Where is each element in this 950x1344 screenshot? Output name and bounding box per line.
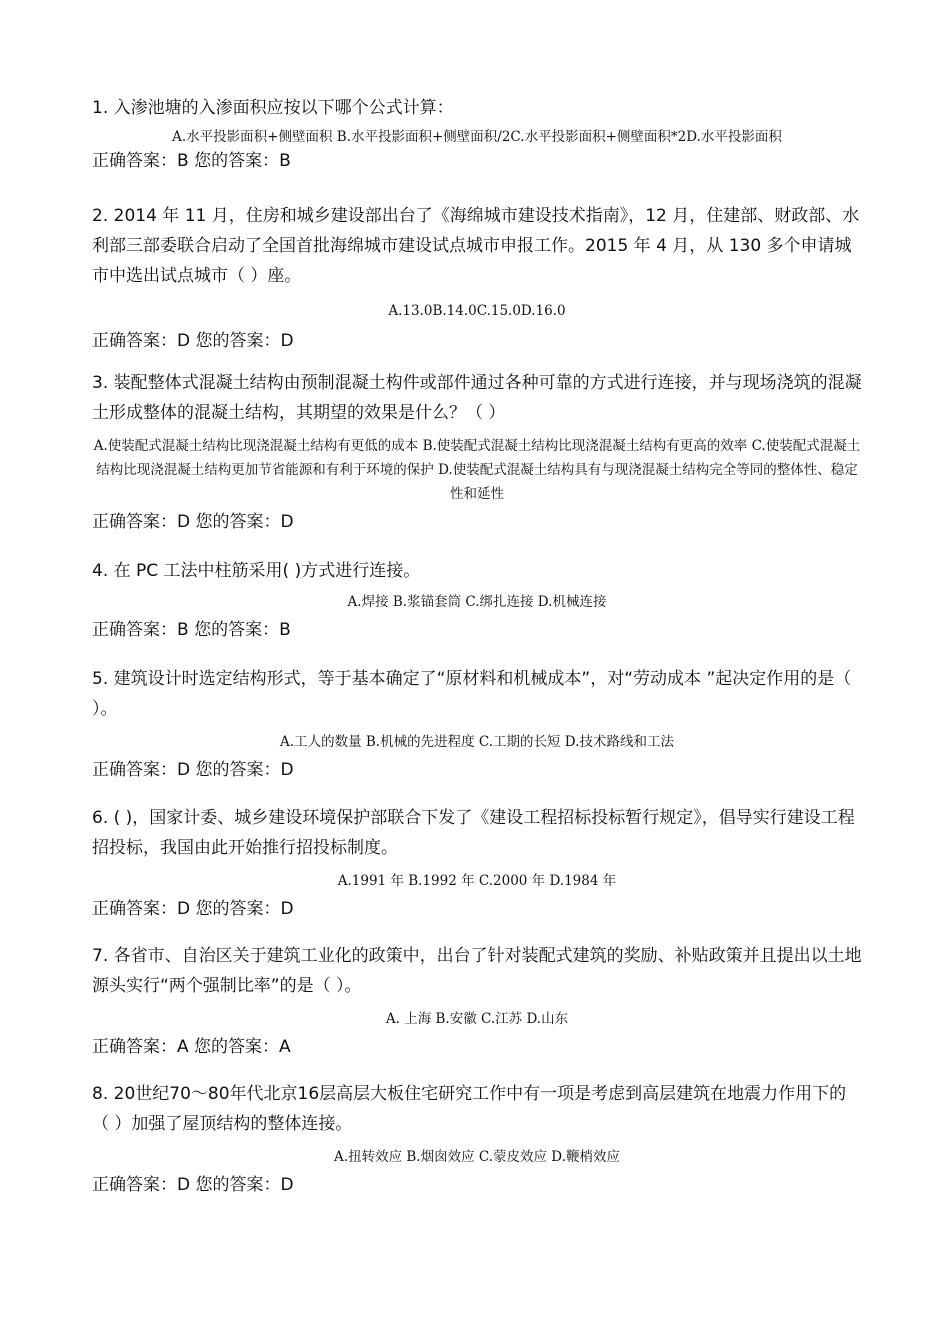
answer-options: A.扭转效应 B.烟囱效应 C.蒙皮效应 D.鞭梢效应 xyxy=(334,1149,620,1165)
question-block-5 xyxy=(92,664,862,782)
question-text: 5. 建筑设计时选定结构形式，等于基本确定了“原材料和机械成本”，对“劳动成本 ”起决定作用的是（ ）。 xyxy=(92,669,852,719)
answer-options: A.焊接 B.浆锚套筒 C.绑扎连接 D.机械连接 xyxy=(347,594,607,610)
answer-options: A.13.0B.14.0C.15.0D.16.0 xyxy=(388,303,566,319)
answer-options: A.使装配式混凝土结构比现浇混凝土结构有更低的成本 B.使装配式混凝土结构比现浇混凝土结构有更高的效率 C.使装配式混凝土结构比现浇混凝土结构更加节省能源和有利于环境的保护 D.使装配式混凝土结构具有与现浇混凝土结构完全等同的整体性、稳定性和延性 xyxy=(93,438,861,502)
question-text: 2. 2014 年 11 月，住房和城乡建设部出台了《海绵城市建设技术指南》，12 月，住建部、财政部、水利部三部委联合启动了全国首批海绵城市建设试点城市申报工作。2015 年 4 月，从 130 多个申请城市中选出试点城市（ ）座。 xyxy=(92,206,860,286)
question-text: 6. ( )，国家计委、城乡建设环境保护部联合下发了《建设工程招标投标暂行规定》，倡导实行建设工程招投标，我国由此开始推行招投标制度。 xyxy=(92,808,855,858)
answer-line: 正确答案：D 您的答案：D xyxy=(92,512,294,532)
answer-line: 正确答案：D 您的答案：D xyxy=(92,331,294,351)
question-block-3 xyxy=(92,368,862,534)
question-text: 4. 在 PC 工法中柱筋采用( )方式进行连接。 xyxy=(92,561,421,581)
answer-line: 正确答案：B 您的答案：B xyxy=(92,151,291,171)
question-text: 8. 20世纪70～80年代北京16层高层大板住宅研究工作中有一项是考虑到高层建筑在地震力作用下的（ ）加强了屋顶结构的整体连接。 xyxy=(92,1084,847,1134)
answer-options: A.水平投影面积+侧壁面积 B.水平投影面积+侧壁面积/2C.水平投影面积+侧壁面积*2D.水平投影面积 xyxy=(172,129,782,145)
question-block-6 xyxy=(92,803,862,921)
question-block-2 xyxy=(92,201,862,353)
question-text: 7. 各省市、自治区关于建筑工业化的政策中，出台了针对装配式建筑的奖励、补贴政策并且提出以土地源头实行“两个强制比率”的是（ ）。 xyxy=(92,946,862,996)
question-block-7 xyxy=(92,941,862,1059)
answer-line: 正确答案：A 您的答案：A xyxy=(92,1037,291,1057)
question-block-4 xyxy=(92,556,862,642)
answer-line: 正确答案：D 您的答案：D xyxy=(92,899,294,919)
question-block-8 xyxy=(92,1079,862,1197)
question-text: 1. 入渗池塘的入渗面积应按以下哪个公式计算： xyxy=(92,98,454,118)
answer-options: A.1991 年 B.1992 年 C.2000 年 D.1984 年 xyxy=(337,873,617,889)
answer-options: A.工人的数量 B.机械的先进程度 C.工期的长短 D.技术路线和工法 xyxy=(280,734,674,750)
question-text: 3. 装配整体式混凝土结构由预制混凝土构件或部件通过各种可靠的方式进行连接，并与现场浇筑的混凝土形成整体的混凝土结构，其期望的效果是什么？（ ） xyxy=(92,373,862,423)
answer-line: 正确答案：B 您的答案：B xyxy=(92,620,291,640)
answer-options: A. 上海 B.安徽 C.江苏 D.山东 xyxy=(385,1011,569,1027)
question-block-1 xyxy=(92,93,862,173)
answer-line: 正确答案：D 您的答案：D xyxy=(92,760,294,780)
answer-line: 正确答案：D 您的答案：D xyxy=(92,1175,294,1195)
